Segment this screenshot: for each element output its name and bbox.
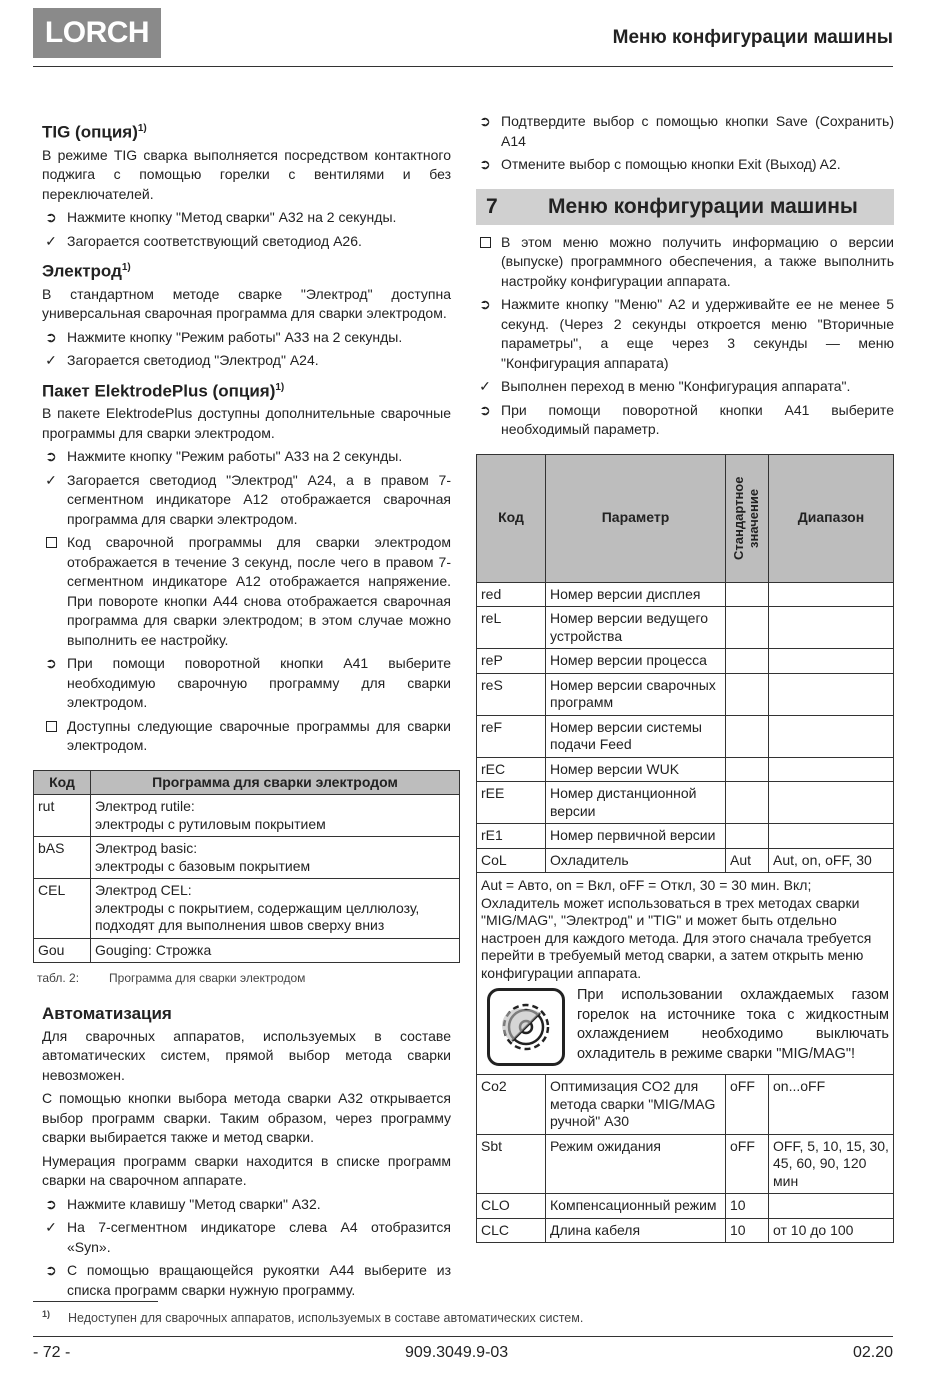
- arrow-icon: ➲: [479, 401, 491, 418]
- table-cell: Номер версии сварочных программ: [546, 673, 726, 715]
- table-cell: reP: [477, 649, 546, 674]
- automation-content: [42, 1003, 451, 1301]
- arrow-icon: ➲: [45, 209, 57, 226]
- item-text: Нажмите клавишу "Метод сварки" A32.: [67, 1195, 321, 1212]
- table-cell: Co2: [477, 1075, 546, 1135]
- table-cell: [726, 673, 769, 715]
- instruction-step: [42, 328, 451, 348]
- footnote-ref: 1): [121, 262, 131, 274]
- info-item: [42, 717, 451, 756]
- info-item: [42, 533, 451, 650]
- check-icon: ✓: [479, 378, 491, 394]
- table-cell: 10: [726, 1194, 769, 1219]
- table-cell: Электрод basic: электроды с базовым покрытием: [91, 837, 460, 879]
- lorch-logo: LORCH: [33, 8, 161, 58]
- item-text: Подтвердите выбор с помощью кнопки Save (Сохранить) A14: [501, 113, 894, 149]
- table-row: [34, 837, 460, 879]
- header-title: Меню конфигурации машины: [612, 27, 893, 48]
- table-cell: red: [477, 582, 546, 607]
- table-row: [477, 824, 894, 849]
- table-row: [477, 673, 894, 715]
- arrow-icon: ➲: [45, 448, 57, 465]
- table-row: [477, 649, 894, 674]
- check-icon: ✓: [45, 471, 57, 488]
- arrow-icon: ➲: [479, 296, 491, 312]
- table-cell: [726, 607, 769, 649]
- table-row: [34, 795, 460, 837]
- col-header-code: Код: [34, 770, 91, 795]
- gear-settings-icon: [487, 988, 565, 1066]
- result-item: [42, 1218, 451, 1257]
- section-number: 7: [486, 194, 498, 218]
- table-cell: Aut: [726, 848, 769, 873]
- table-cell: Охладитель: [546, 848, 726, 873]
- table-cell: Sbt: [477, 1134, 546, 1194]
- table-cell: [726, 582, 769, 607]
- arrow-icon: ➲: [45, 655, 57, 672]
- footnote-ref: 1): [137, 123, 147, 134]
- instruction-step: [42, 447, 451, 467]
- table-cell: [769, 1194, 894, 1219]
- col-header-default: Стандартное значение: [726, 454, 769, 582]
- instruction-step: [42, 1261, 451, 1300]
- table-cell: Gou: [34, 938, 91, 963]
- table-cell: Номер версии WUK: [546, 757, 726, 782]
- table-row: [477, 848, 894, 873]
- table-cell: Электрод rutile: электроды с рутиловым покрытием: [91, 795, 460, 837]
- table-cell: [769, 757, 894, 782]
- cooler-warning: [481, 986, 889, 1068]
- table-cell: Gouging: Строжка: [91, 938, 460, 963]
- table-cell: Номер версии системы подачи Feed: [546, 715, 726, 757]
- right-column: [476, 112, 894, 1243]
- table-row: [477, 1194, 894, 1219]
- item-text: Отмените выбор с помощью кнопки Exit (Выход) A2.: [501, 156, 841, 172]
- table-cell: Компенсационный режим: [546, 1194, 726, 1219]
- result-item: [476, 377, 894, 397]
- caption-number: табл. 2:: [37, 971, 80, 986]
- document-number: 909.3049.9-03: [405, 1344, 509, 1361]
- table-cell: on...oFF: [769, 1075, 894, 1135]
- table-row: [34, 879, 460, 939]
- cooler-note-cell: [477, 873, 894, 1075]
- col-header-program: Программа для сварки электродом: [91, 770, 460, 795]
- check-icon: ✓: [45, 1219, 57, 1236]
- header-divider: [33, 66, 893, 67]
- result-item: [42, 232, 451, 252]
- item-text: С помощью вращающейся рукоятки A44 выберите из списка программ сварки нужную программу.: [67, 1262, 451, 1298]
- program-table-wrap: [33, 770, 460, 989]
- table-cell: [769, 607, 894, 649]
- subheading-text: TIG (опция): [42, 122, 138, 142]
- instruction-step: [42, 1195, 451, 1215]
- table-row: [477, 1075, 894, 1135]
- checkbox-square-icon: [476, 233, 494, 254]
- table-cell: reL: [477, 607, 546, 649]
- table-cell: rEC: [477, 757, 546, 782]
- footnote-text: Недоступен для сварочных аппаратов, используемых в составе автоматических систем.: [68, 1311, 584, 1326]
- table-cell: Номер версии процесса: [546, 649, 726, 674]
- instruction-step: [476, 112, 894, 151]
- table-cell: Режим ожидания: [546, 1134, 726, 1194]
- paragraph: Для сварочных аппаратов, используемых в составе автоматических систем, прямой выбор метода сварки невозможен.: [42, 1027, 451, 1083]
- table-row: [477, 757, 894, 782]
- table-cell: [769, 582, 894, 607]
- item-text: Загорается светодиод "Электрод" A24.: [67, 352, 319, 369]
- item-text: В этом меню можно получить информацию о версии (выпуске) программного обеспечения, а также выполнить настройку конфигурации аппарата.: [501, 233, 894, 289]
- table-cell: [769, 824, 894, 849]
- arrow-icon: ➲: [479, 156, 491, 172]
- arrow-icon: ➲: [45, 1262, 57, 1279]
- item-text: Нажмите кнопку "Метод сварки" A32 на 2 секунды.: [67, 209, 397, 226]
- table-cell: Оптимизация CO2 для метода сварки "MIG/MAG ручной" A30: [546, 1075, 726, 1135]
- cooler-warning-text: При использовании охлаждаемых газом горелок на источнике тока с жидкостным охлаждением необходимо выключать охладитель в режиме сварки "MIG/MAG"!: [577, 987, 889, 1062]
- table-cell: CLO: [477, 1194, 546, 1219]
- table-cell: [726, 649, 769, 674]
- paragraph: С помощью кнопки выбора метода сварки A32 открывается выбор программ сварки. Таким образом, через программу сварки выбирается также и метод сварки.: [42, 1090, 451, 1146]
- table-row: [477, 782, 894, 824]
- table-row: [477, 607, 894, 649]
- table-cell: 10: [726, 1218, 769, 1243]
- table-cell: [769, 715, 894, 757]
- instruction-step: [476, 401, 894, 440]
- item-text: Доступны следующие сварочные программы для сварки электродом.: [67, 717, 451, 754]
- table-cell: Номер дистанционной версии: [546, 782, 726, 824]
- subheading: [42, 377, 451, 403]
- table-row: [477, 715, 894, 757]
- check-icon: ✓: [45, 352, 57, 369]
- item-text: Нажмите кнопку "Режим работы" A33 на 2 секунды.: [67, 448, 403, 465]
- footnote-ref: 1): [275, 381, 285, 393]
- table-cell: Номер версии ведущего устройства: [546, 607, 726, 649]
- table-row: [477, 1134, 894, 1194]
- table-row: [477, 1218, 894, 1243]
- footer-divider: [33, 1336, 893, 1337]
- table-cell: от 10 до 100: [769, 1218, 894, 1243]
- section-title: Меню конфигурации машины: [548, 194, 858, 218]
- table-row: [34, 938, 460, 963]
- instruction-step: [42, 208, 451, 228]
- paragraph: В стандартном методе сварке "Электрод" доступна универсальная сварочная программа для сварки электродом.: [42, 285, 451, 322]
- instruction-step: [476, 155, 894, 175]
- table-row: [477, 582, 894, 607]
- table-cell: oFF: [726, 1075, 769, 1135]
- left-column: [37, 112, 451, 1304]
- table-cell: OFF, 5, 10, 15, 30, 45, 60, 90, 120 мин: [769, 1134, 894, 1194]
- table-cell: bAS: [34, 837, 91, 879]
- checkbox-square-icon: [42, 533, 60, 554]
- info-item: [476, 233, 894, 292]
- subheading-text: Пакет ElektrodePlus (опция): [42, 381, 276, 401]
- item-text: Выполнен переход в меню "Конфигурация аппарата".: [501, 378, 851, 394]
- col-header-range: Диапазон: [769, 454, 894, 582]
- table-cell: [726, 715, 769, 757]
- table-cell: CoL: [477, 848, 546, 873]
- col-header-parameter: Параметр: [546, 454, 726, 582]
- table-cell: reF: [477, 715, 546, 757]
- subheading-text: Автоматизация: [42, 1003, 172, 1023]
- arrow-icon: ➲: [479, 113, 491, 129]
- subheading-text: Электрод: [42, 261, 122, 281]
- section-content: [476, 233, 894, 440]
- col-header-code: Код: [477, 454, 546, 582]
- item-text: На 7-сегментном индикаторе слева A4 отобразится «Syn».: [67, 1219, 451, 1255]
- table-cell: CEL: [34, 879, 91, 939]
- instruction-step: [476, 295, 894, 373]
- result-item: [42, 351, 451, 371]
- item-text: Код сварочной программы для сварки электродом отображается в течение 3 секунд, после чего в правом 7-сегментном индикаторе A12 отображается напряжение. При повороте кнопки A44 снова отображается сварочная программа для сварки электродом; в этом случае можно выполнить ее настройку.: [67, 534, 451, 648]
- table-cell: Aut, on, oFF, 30: [769, 848, 894, 873]
- subheading: [42, 1003, 451, 1025]
- item-text: Нажмите кнопку "Режим работы" A33 на 2 секунды.: [67, 328, 403, 345]
- table-cell: rEE: [477, 782, 546, 824]
- check-icon: ✓: [45, 232, 57, 249]
- section-heading: [476, 189, 894, 225]
- table-cell: Номер первичной версии: [546, 824, 726, 849]
- left-content: [42, 118, 451, 756]
- result-item: [42, 471, 451, 530]
- footnote-divider: [33, 1301, 158, 1302]
- document-date: 02.20: [852, 1344, 893, 1361]
- paragraph: Нумерация программ сварки находится в списке программ сварки на сварочном аппарате.: [42, 1152, 451, 1189]
- table-cell: CLC: [477, 1218, 546, 1243]
- footnote: [42, 1305, 583, 1329]
- table-cell: Длина кабеля: [546, 1218, 726, 1243]
- item-text: Загорается соответствующий светодиод A26.: [67, 232, 362, 249]
- caption-text: Программа для сварки электродом: [109, 971, 306, 986]
- checkbox-square-icon: [42, 717, 60, 738]
- table-cell: Электрод CEL: электроды с покрытием, содержащим целлюлозу, подходят для выполнения швов сверху вниз: [91, 879, 460, 939]
- paragraph: В пакете ElektrodePlus доступны дополнительные сварочные программы для сварки электродом.: [42, 405, 451, 441]
- program-table: [33, 770, 460, 964]
- table-cell: Номер версии дисплея: [546, 582, 726, 607]
- arrow-icon: ➲: [45, 1195, 57, 1212]
- table-cell: rE1: [477, 824, 546, 849]
- table-cell: [726, 782, 769, 824]
- table-cell: reS: [477, 673, 546, 715]
- table-cell: [769, 782, 894, 824]
- page-number: - 72 -: [33, 1344, 71, 1361]
- table-cell: [726, 824, 769, 849]
- config-table: [476, 454, 894, 1244]
- item-text: При помощи поворотной кнопки A41 выберите необходимый параметр.: [501, 401, 894, 437]
- table-caption: [37, 969, 460, 989]
- footnote-mark: 1): [42, 1309, 51, 1319]
- instruction-step: [42, 654, 451, 713]
- arrow-icon: ➲: [45, 328, 57, 345]
- table-cell: [726, 757, 769, 782]
- item-text: Нажмите кнопку "Меню" A2 и удерживайте ее не менее 5 секунд. (Через 2 секунды откроется меню "Вторичные параметры", а еще через 3 секунды — меню "Конфигурация аппарата): [501, 296, 894, 371]
- table-cell: rut: [34, 795, 91, 837]
- item-text: Загорается светодиод "Электрод" A24, а в правом 7-сегментном индикаторе A12 отображается сварочная программа для сварки электродом.: [67, 471, 451, 527]
- cooler-note: Aut = Авто, on = Вкл, oFF = Откл, 30 = 30 мин. Вкл; Охладитель может использоваться в трех методах сварки "MIG/MAG", "Электрод" и "TIG" и может быть отдельно настроен для каждого метода. Для этого сначала требуется перейти в требуемый метод сварки, а затем открыть меню конфигурации аппарата.: [481, 877, 872, 981]
- subheading: [42, 257, 451, 283]
- table-cell: [769, 673, 894, 715]
- right-content: [476, 112, 894, 175]
- table-cell: oFF: [726, 1134, 769, 1194]
- subheading: [42, 118, 451, 144]
- paragraph: В режиме TIG сварка выполняется посредством контактного поджига с помощью горелки с вентилями и без переключателей.: [42, 146, 451, 202]
- item-text: При помощи поворотной кнопки A41 выберите необходимую сварочную программу для сварки электродом.: [67, 655, 451, 711]
- table-cell: [769, 649, 894, 674]
